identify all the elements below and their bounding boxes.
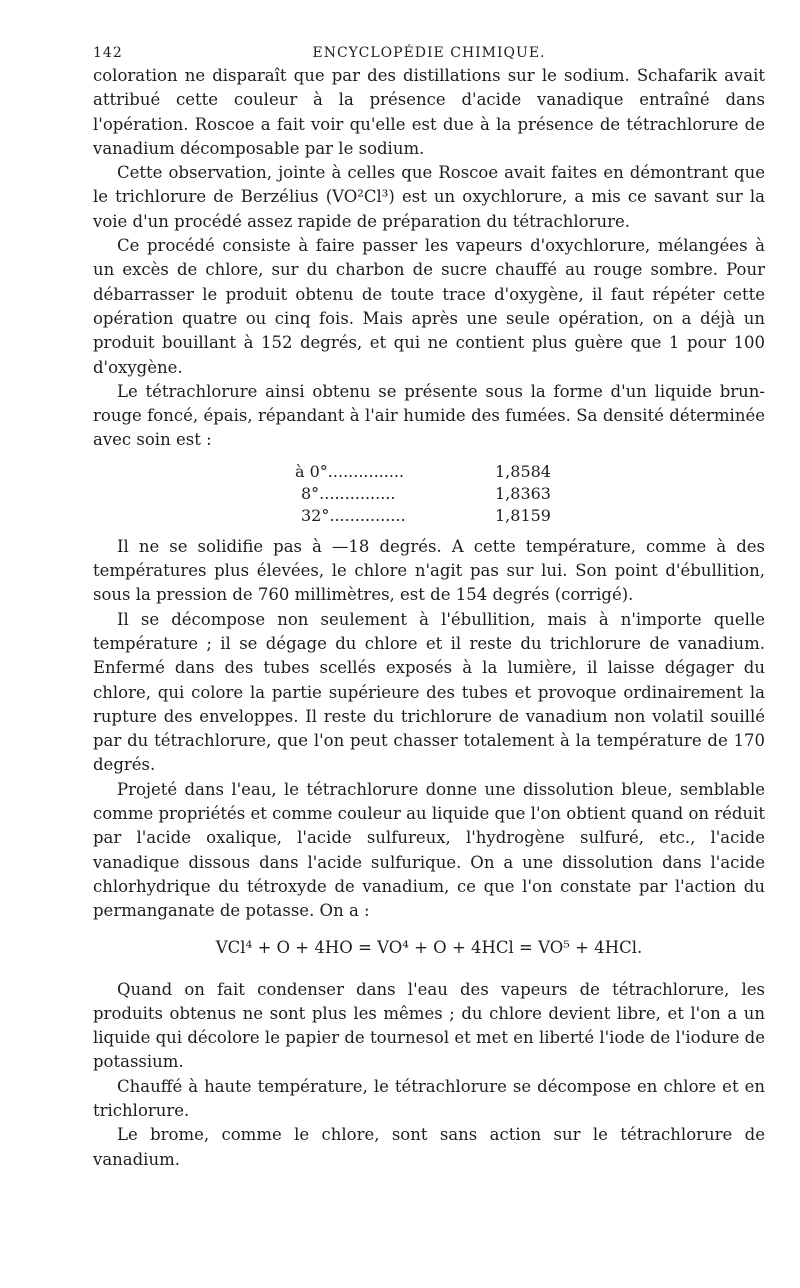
density-temperature: à 0°............... [295, 461, 405, 481]
density-row [295, 483, 565, 505]
page-number: 142 [93, 45, 123, 61]
paragraph-1: coloration ne disparaît que par des distillations sur le sodium. Schafarik avait attribué cette couleur à la présence d'acide vanadique entraîné dans l'opération. Roscoe a fait voir qu'elle est due à la présence de tétrachlorure de vanadium décomposable par le sodium. [93, 66, 765, 158]
paragraph-3: Ce procédé consiste à faire passer les vapeurs d'oxychlorure, mélangées à un excès de chlore, sur du charbon de sucre chauffé au rouge sombre. Pour débarrasser le produit obtenu de toute trace d'oxygène, il faut répéter cette opération quatre ou cinq fois. Mais après une seule opération, on a déjà un produit bouillant à 152 degrés, et qui ne contient plus guère que 1 pour 100 d'oxygène. [93, 236, 765, 377]
running-title: ENCYCLOPÉDIE CHIMIQUE. [312, 45, 546, 61]
paragraph-9: Chauffé à haute température, le tétrachlorure se décompose en chlore et en trichlorure. [93, 1076, 765, 1120]
chemical-equation: VCl⁴ + O + 4HO = VO⁴ + O + 4HCl = VO⁵ + 4HCl. [215, 937, 643, 957]
density-table [295, 461, 765, 527]
density-temperature: 32°............... [301, 505, 406, 525]
paragraph-10: Le brome, comme le chlore, sont sans action sur le tétrachlorure de vanadium. [93, 1125, 765, 1169]
paragraph-5: Il ne se solidifie pas à —18 degrés. A cette température, comme à des températures plus élevées, le chlore n'agit pas sur lui. Son point d'ébullition, sous la pression de 760 millimètres, est de 154 degrés (corrigé). [93, 536, 765, 605]
book-page [93, 42, 765, 1172]
paragraph-2: Cette observation, jointe à celles que Roscoe avait faites en démontrant que le trichlorure de Berzélius (VO²Cl³) est un oxychlorure, a mis ce savant sur la voie d'un procédé assez rapide de préparation du tétrachlorure. [93, 163, 765, 231]
density-value: 1,8584 [495, 461, 551, 481]
density-temperature: 8°............... [301, 483, 396, 503]
paragraph-7: Projeté dans l'eau, le tétrachlorure donne une dissolution bleue, semblable comme propriétés et comme couleur au liquide que l'on obtient quand on réduit par l'acide oxalique, l'acide sulfureux, l'hydrogène sulfuré, etc., l'acide vanadique dissous dans l'acide sulfurique. On a une dissolution dans l'acide chlorhydrique du tétroxyde de vanadium, ce que l'on constate par l'action du permanganate de potasse. On a : [93, 779, 765, 921]
density-value: 1,8363 [495, 483, 551, 503]
paragraph-6: Il se décompose non seulement à l'ébullition, mais à n'importe quelle température ; il se dégage du chlore et il reste du trichlorure de vanadium. Enfermé dans des tubes scellés exposés à la lumière, il laisse dégager du chlore, qui colore la partie supérieure des tubes et provoque ordinairement la rupture des enveloppes. Il reste du trichlorure de vanadium non volatil souillé par du tétrachlorure, que l'on peut chasser totalement à la température de 170 degrés. [93, 609, 765, 775]
paragraph-4: Le tétrachlorure ainsi obtenu se présente sous la forme d'un liquide brun-rouge foncé, épais, répandant à l'air humide des fumées. Sa densité déterminée avec soin est : [93, 381, 765, 450]
density-row [295, 505, 565, 527]
page-header [93, 42, 765, 64]
paragraph-8: Quand on fait condenser dans l'eau des vapeurs de tétrachlorure, les produits obtenus ne sont plus les mêmes ; du chlore devient libre, et l'on a un liquide qui décolore le papier de tournesol et met en liberté l'iode de l'iodure de potassium. [93, 979, 765, 1072]
density-value: 1,8159 [495, 505, 551, 525]
density-row [295, 461, 565, 483]
